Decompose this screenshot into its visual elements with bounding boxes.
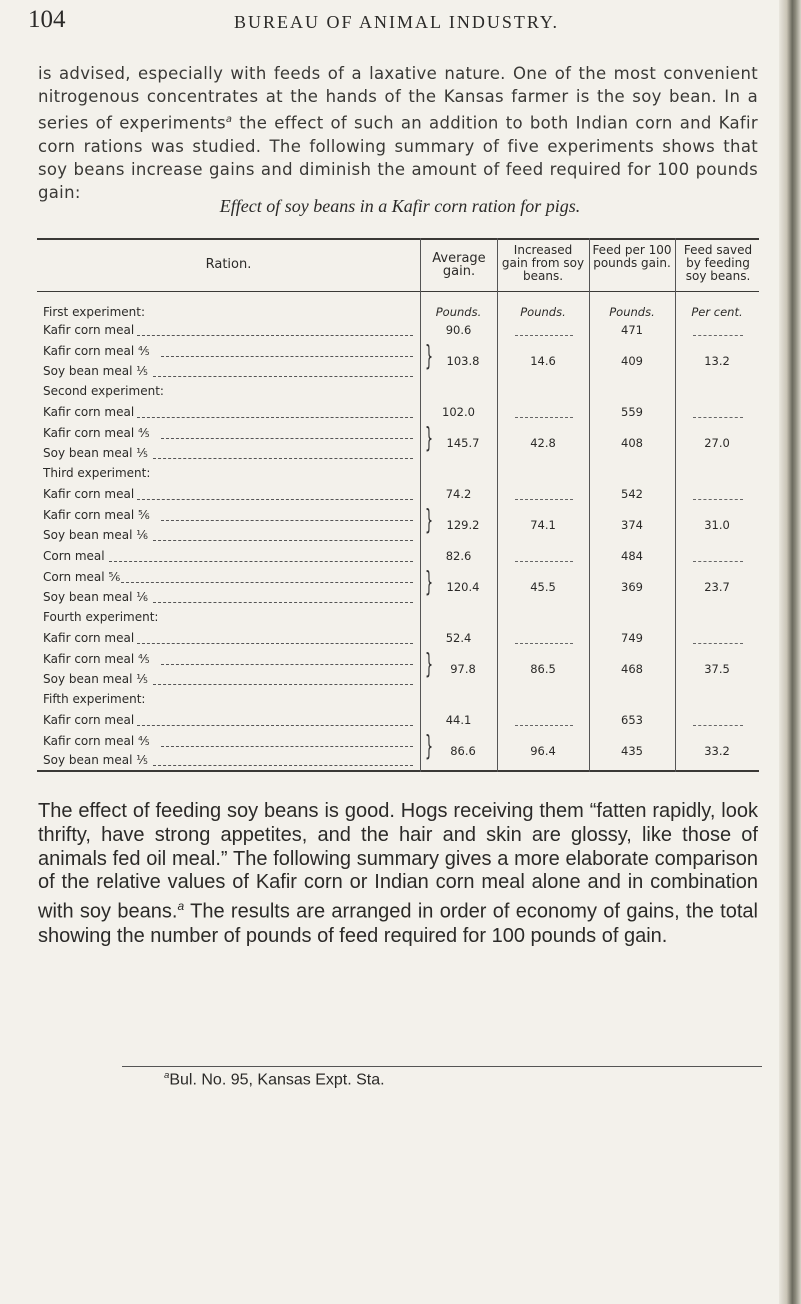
- table-row: 120.4 45.5 369 23.7: [446, 580, 730, 594]
- table-row: Corn meal ⅚: [37, 567, 759, 587]
- table-row: Fourth experiment:: [43, 610, 159, 624]
- footnote: $^a$Bul. No. 95, Kansas Expt. Sta.: [164, 1070, 385, 1089]
- table-row: Kafir corn meal 74.2 542: [37, 484, 759, 504]
- table-row: Soy bean meal ⅕: [37, 669, 759, 689]
- table-row: Kafir corn meal ⅘: [37, 423, 759, 443]
- brace: }: [425, 565, 434, 598]
- table-row: Second experiment:: [43, 384, 164, 398]
- header-increased-gain: Increased gain from soy beans.: [501, 243, 585, 283]
- table-row: Soy bean meal ⅙: [37, 525, 759, 545]
- page-header: [28, 6, 758, 36]
- footnote-ref: a: [225, 114, 233, 125]
- header-feed-saved: Feed saved by feeding soy beans.: [683, 243, 753, 283]
- footnote-rule: [122, 1066, 762, 1067]
- table-row: Kafir corn meal 90.6 471: [37, 320, 759, 340]
- table-row: Soy bean meal ⅕: [37, 443, 759, 463]
- running-head: BUREAU OF ANIMAL INDUSTRY.: [234, 12, 560, 32]
- table-row: First experiment: Pounds. Pounds. Pounds. Per cent.: [43, 305, 743, 319]
- table-row: Kafir corn meal ⅚: [37, 505, 759, 525]
- table-row: Kafir corn meal 52.4 749: [37, 628, 759, 648]
- header-ration: Ration.: [205, 257, 252, 272]
- brace: }: [425, 647, 434, 680]
- table-row: Kafir corn meal ⅘: [37, 649, 759, 669]
- table-row: 129.2 74.1 374 31.0: [446, 518, 730, 532]
- table-row: Third experiment:: [43, 466, 151, 480]
- table-row: 145.7 42.8 408 27.0: [446, 436, 730, 450]
- brace: }: [425, 421, 434, 454]
- table-row: Kafir corn meal 44.1 653: [37, 710, 759, 730]
- brace: }: [425, 503, 434, 536]
- intro-paragraph: is advised, especially with feeds of a laxative nature. One of the most convenient nitrogenous concentrates at the hands of the Kansas farmer is the soy bean. In a series of experiments$^a$ the effect of such an addition to both Indian corn and Kafir corn rations was studied. The following summary of five experiments shows that soy beans increase gains and diminish the amount of feed required for 100 pounds gain:: [38, 64, 758, 202]
- brace: }: [425, 729, 434, 762]
- footnote-ref: a: [177, 899, 185, 914]
- table-row: Fifth experiment:: [43, 692, 146, 706]
- brace: }: [425, 339, 434, 372]
- summary-paragraph: The effect of feeding soy beans is good. Hogs receiving them “fatten rapidly, look thrifty, have strong appetites, and the hair and skin are glossy, like those of animals fed oil meal.” The following summary gives a more elaborate comparison of the relative values of Kafir corn or Indian corn meal alone and in combination with soy beans.$^a$ The results are arranged in order of economy of gains, the total showing the number of pounds of feed required for 100 pounds of gain.: [38, 800, 758, 947]
- table-row: 97.8 86.5 468 37.5: [450, 662, 730, 676]
- table-row: 86.6 96.4 435 33.2: [450, 744, 730, 758]
- table-row: Kafir corn meal ⅘: [37, 731, 759, 751]
- table-caption: Effect of soy beans in a Kafir corn ration for pigs.: [219, 196, 581, 216]
- soy-bean-table: [37, 238, 759, 772]
- table-row: 103.8 14.6 409 13.2: [446, 354, 730, 368]
- table-row: Soy bean meal ⅙: [37, 587, 759, 607]
- page-number: 104: [28, 6, 66, 33]
- table-row: Kafir corn meal 102.0 559: [37, 402, 759, 422]
- table-row: Soy bean meal ⅕: [37, 750, 759, 770]
- header-average-gain: Average gain.: [432, 251, 486, 279]
- table-row: Corn meal 82.6 484: [37, 546, 759, 566]
- table-row: Kafir corn meal ⅘: [37, 341, 759, 361]
- header-feed-per-100: Feed per 100 pounds gain.: [592, 243, 672, 270]
- table-row: Soy bean meal ⅕: [37, 361, 759, 381]
